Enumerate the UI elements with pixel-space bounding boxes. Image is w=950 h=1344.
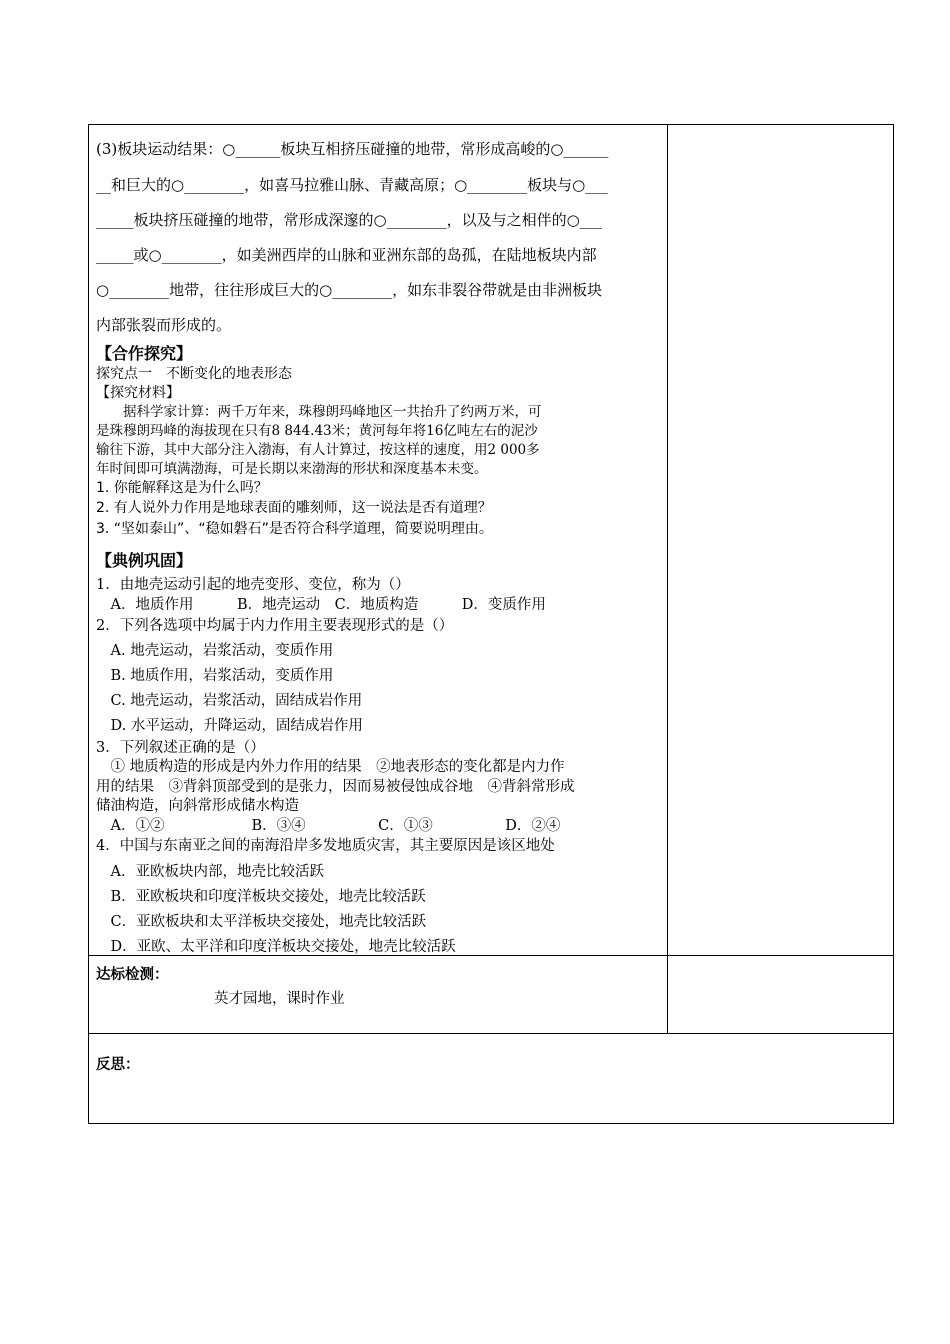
example-q2: 2．下列各选项中均属于内力作用主要表现形式的是（）: [96, 618, 454, 634]
example-q2-option-a: A. 地壳运动，岩浆活动，变质作用: [96, 643, 334, 659]
table-row-divider-reflection: [88, 1033, 894, 1034]
cooperation-heading: 【合作探究】: [96, 344, 193, 363]
table-border-bottom: [88, 1123, 894, 1124]
material-line-1: 据科学家计算：两千万年来，珠穆朗玛峰地区一共抬升了约两万米，可: [96, 404, 542, 420]
plate-motion-line-4: _____或○________，如美洲西岸的山脉和亚洲东部的岛孤，在陆地板块内部: [96, 246, 597, 264]
table-border-right: [893, 124, 894, 1124]
example-q4-option-d: D．亚欧、太平洋和印度洋板块交接处，地壳比较活跃: [96, 939, 456, 955]
reflection-label: 反思：: [96, 1057, 140, 1073]
example-q2-option-b: B. 地质作用，岩浆活动，变质作用: [96, 668, 334, 684]
plate-motion-line-6: 内部张裂而形成的。: [96, 316, 232, 334]
examples-heading: 【典例巩固】: [96, 551, 193, 570]
example-q4-option-b: B．亚欧板块和印度洋板块交接处，地壳比较活跃: [96, 889, 426, 905]
example-q3-line-2: 用的结果 ③背斜顶部受到的是张力，因而易被侵蚀成谷地 ④背斜常形成: [96, 779, 575, 795]
plate-motion-line-5: ○________地带，往往形成巨大的○________，如东非裂谷带就是由非洲板块: [96, 281, 603, 299]
example-q3-line-1: ① 地质构造的形成是内外力作用的结果 ②地表形态的变化都是内力作: [96, 759, 565, 775]
inquiry-question-3: 3. “坚如泰山”、“稳如磐石”是否符合科学道理，简要说明理由。: [96, 521, 493, 537]
example-q4-option-c: C．亚欧板块和太平洋板块交接处，地壳比较活跃: [96, 914, 427, 930]
example-q2-option-d: D. 水平运动，升降运动，固结成岩作用: [96, 718, 363, 734]
material-line-4: 年时间即可填满渤海，可是长期以来渤海的形状和深度基本未变。: [96, 461, 488, 477]
material-line-2: 是珠穆朗玛峰的海拔现在只有8 844.43米；黄河每年将16亿吨左右的泥沙: [96, 423, 538, 439]
table-border-top: [88, 124, 894, 125]
inquiry-question-1: 1. 你能解释这是为什么吗？: [96, 480, 268, 496]
example-q1-options: A．地质作用 B．地壳运动 C．地质构造 D．变质作用: [96, 597, 546, 613]
example-q2-option-c: C. 地壳运动，岩浆活动，固结成岩作用: [96, 693, 363, 709]
plate-motion-line-3: _____板块挤压碰撞的地带，常形成深邃的○________，以及与之相伴的○___: [96, 211, 603, 229]
example-q3: 3．下列叙述正确的是（）: [96, 740, 265, 756]
assessment-content: 英才园地，课时作业: [214, 991, 345, 1007]
material-line-3: 输往下游，其中大部分注入渤海，有人计算过，按这样的速度，用2 000多: [96, 442, 540, 458]
example-q3-line-3: 储油构造，向斜常形成储水构造: [96, 798, 299, 814]
inquiry-point-title: 探究点一 不断变化的地表形态: [96, 366, 292, 382]
assessment-label: 达标检测：: [96, 967, 169, 983]
example-q3-options: A．①② B．③④ C．①③ D．②④: [96, 818, 561, 834]
plate-motion-line-1: (3)板块运动结果：○______板块互相挤压碰撞的地带，常形成高峻的○______: [96, 140, 609, 158]
table-column-divider: [667, 124, 668, 1034]
material-label: 【探究材料】: [96, 385, 180, 401]
example-q1: 1．由地壳运动引起的地壳变形、变位，称为（）: [96, 577, 410, 593]
example-q4-option-a: A．亚欧板块内部，地壳比较活跃: [96, 864, 324, 880]
table-border-left: [88, 124, 89, 1124]
example-q4: 4．中国与东南亚之间的南海沿岸多发地质灾害，其主要原因是该区地处: [96, 838, 555, 854]
plate-motion-line-2: __和巨大的○________，如喜马拉雅山脉、青藏高原；○________板块与○___: [96, 176, 608, 194]
inquiry-question-2: 2. 有人说外力作用是地球表面的雕刻师，这一说法是否有道理？: [96, 500, 492, 516]
